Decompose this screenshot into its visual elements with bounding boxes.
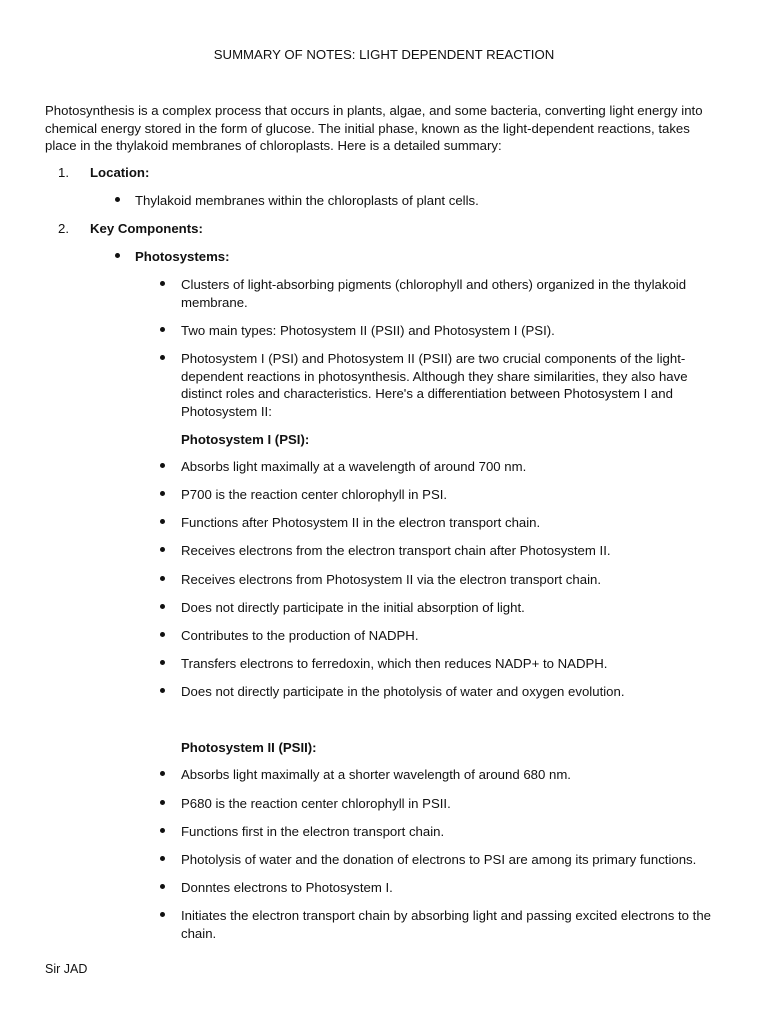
list-item: Functions first in the electron transport chain.: [181, 824, 445, 839]
psi-heading: Photosystem I (PSI):: [181, 432, 310, 447]
bullet-icon: [159, 281, 167, 289]
bullet-icon: [159, 828, 167, 836]
list-item: Clusters of light-absorbing pigments (chlorophyll and others) organized in the thylakoid membrane.: [181, 277, 687, 310]
intro-paragraph: Photosynthesis is a complex process that occurs in plants, algae, and some bacteria, converting light energy into chemical energy stored in the form of glucose. The initial phase, known as the light-dependent reactions, takes place in the thylakoid membranes of chloroplasts. Here is a detailed summary:: [45, 103, 703, 154]
list-item: Photosystem I (PSI) and Photosystem II (PSII) are two crucial components of the light-dependent reactions in photosynthesis. Although they share similarities, they also have distinct roles and characteristics. Here's a differentiation between Photosystem I and Photosystem II:: [181, 351, 688, 419]
document-title: SUMMARY OF NOTES: LIGHT DEPENDENT REACTION: [213, 47, 555, 62]
psii-heading: Photosystem II (PSII):: [181, 740, 317, 755]
subsection-photosystems-label: Photosystems:: [135, 249, 230, 264]
bullet-icon: [159, 688, 167, 696]
list-item: Donntes electrons to Photosystem I.: [181, 880, 393, 895]
bullet-icon: [159, 547, 167, 555]
list-item: Receives electrons from Photosystem II via the electron transport chain.: [181, 572, 601, 587]
list-item: Photolysis of water and the donation of electrons to PSI are among its primary functions.: [181, 852, 697, 867]
list-number-2: 2.: [58, 221, 69, 236]
bullet-icon: [159, 327, 167, 335]
list-item: Transfers electrons to ferredoxin, which then reduces NADP+ to NADPH.: [181, 656, 608, 671]
list-item: Does not directly participate in the photolysis of water and oxygen evolution.: [181, 684, 625, 699]
bullet-icon: [159, 355, 167, 363]
bullet-icon: [159, 660, 167, 668]
bullet-icon: [159, 800, 167, 808]
list-item: Does not directly participate in the initial absorption of light.: [181, 600, 525, 615]
bullet-icon: [159, 632, 167, 640]
bullet-icon: [114, 253, 122, 261]
section-key-components-label: Key Components:: [90, 221, 203, 236]
bullet-icon: [159, 856, 167, 864]
list-item: Two main types: Photosystem II (PSII) and Photosystem I (PSI).: [181, 323, 555, 338]
footer-author: Sir JAD: [45, 962, 88, 976]
bullet-icon: [159, 491, 167, 499]
bullet-icon: [159, 519, 167, 527]
bullet-icon: [159, 604, 167, 612]
list-number-1: 1.: [58, 165, 69, 180]
list-item: Receives electrons from the electron transport chain after Photosystem II.: [181, 543, 611, 558]
list-item: Absorbs light maximally at a wavelength of around 700 nm.: [181, 459, 527, 474]
list-item: Contributes to the production of NADPH.: [181, 628, 419, 643]
list-item: Initiates the electron transport chain by absorbing light and passing excited electrons to the chain.: [181, 908, 712, 941]
list-item: Absorbs light maximally at a shorter wavelength of around 680 nm.: [181, 767, 571, 782]
bullet-icon: [159, 463, 167, 471]
bullet-icon: [159, 576, 167, 584]
list-item: P700 is the reaction center chlorophyll in PSI.: [181, 487, 448, 502]
bullet-icon: [159, 884, 167, 892]
section-location-label: Location:: [90, 165, 150, 180]
list-item: Thylakoid membranes within the chloroplasts of plant cells.: [135, 193, 479, 208]
bullet-icon: [159, 912, 167, 920]
list-item: Functions after Photosystem II in the electron transport chain.: [181, 515, 541, 530]
bullet-icon: [159, 771, 167, 779]
bullet-icon: [114, 197, 122, 205]
list-item: P680 is the reaction center chlorophyll in PSII.: [181, 796, 451, 811]
